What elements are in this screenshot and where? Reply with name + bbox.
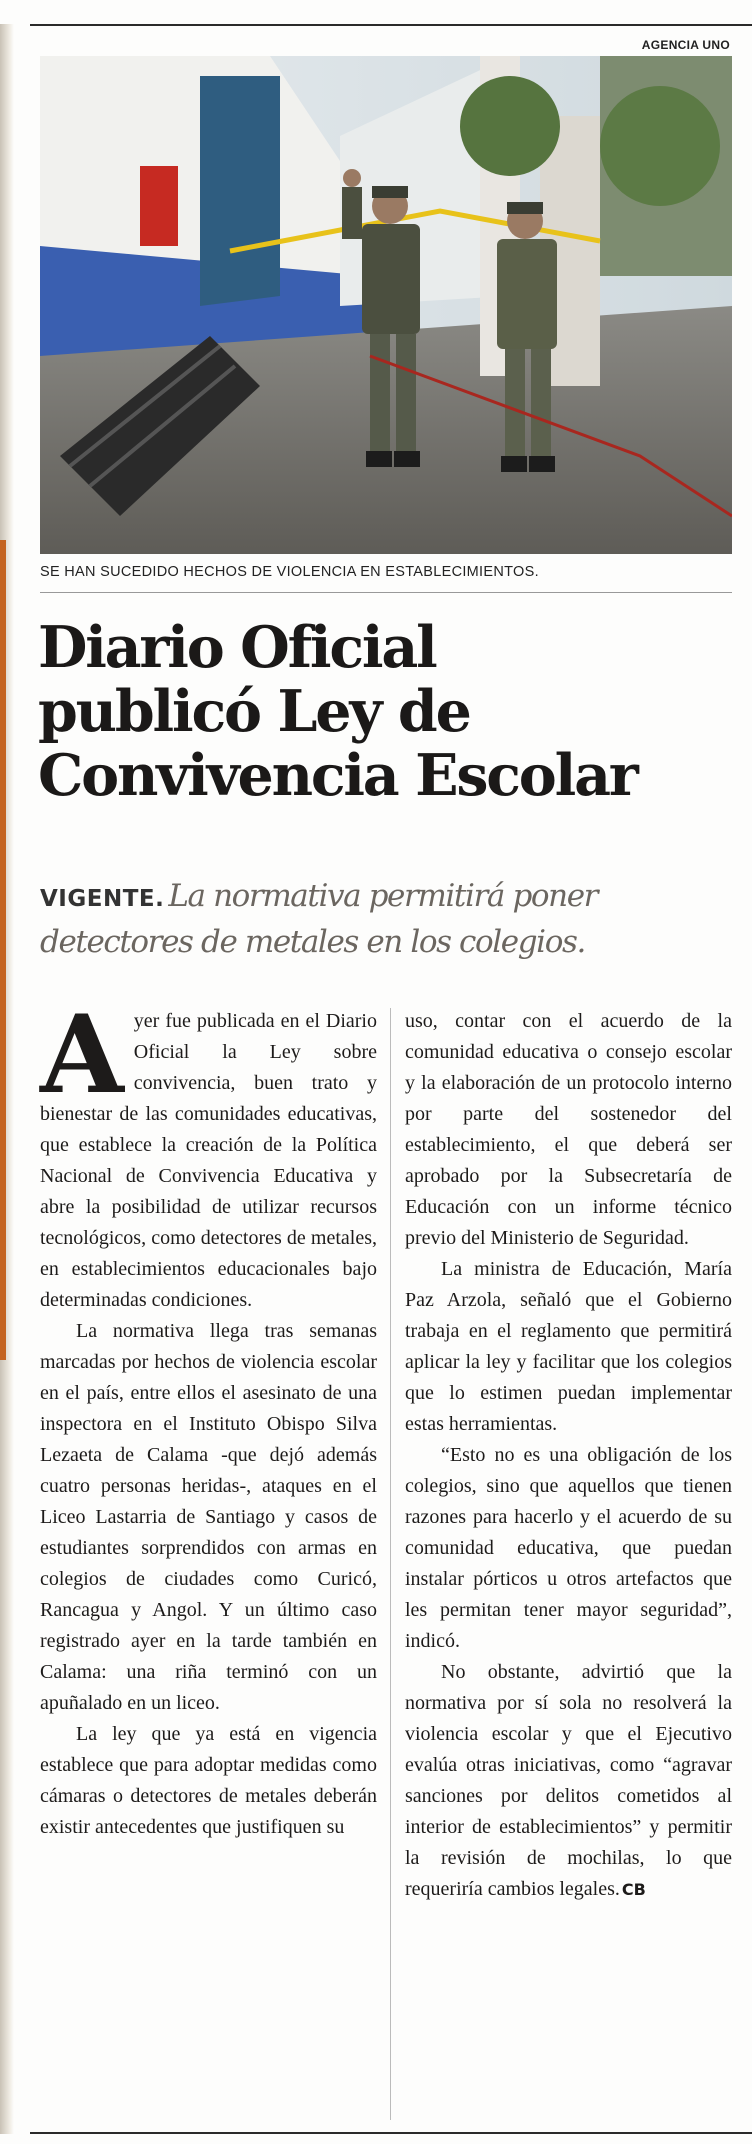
article-paragraph: La ley que ya está en vigencia establece que para adoptar medidas como cámaras o detectores de metales deberán existir antecedentes que justifiquen su bbox=[40, 1723, 377, 1838]
article-column-right bbox=[405, 1006, 732, 1905]
bottom-rule bbox=[30, 2132, 752, 2134]
deck-summary-line: detectores de metales en los colegios. bbox=[40, 924, 585, 960]
column-divider bbox=[390, 1008, 391, 2120]
article-paragraph: “Esto no es una obligación de los colegios, sino que aquellos que tienen razones para hacerlo y el acuerdo de su comunidad educativa, que puedan instalar pórticos u otros artefactos que les permitan tener mayor seguridad”, indicó. bbox=[405, 1444, 732, 1652]
photo-credit: AGENCIA UNO bbox=[641, 38, 730, 52]
article-paragraph: La ministra de Educación, María Paz Arzola, señaló que el Gobierno trabaja en el reglamento que permitirá aplicar la ley y facilitar que los colegios que lo estimen puedan implementar estas herramientas. bbox=[405, 1258, 732, 1435]
headline-line: Diario Oficial bbox=[38, 614, 436, 681]
article-deck bbox=[40, 876, 740, 962]
caption-divider bbox=[40, 592, 732, 593]
headline-line: publicó Ley de bbox=[38, 678, 470, 745]
news-photo bbox=[40, 56, 732, 554]
top-rule bbox=[30, 24, 752, 26]
article-paragraph: La normativa llega tras semanas marcadas por hechos de violencia escolar en el país, entre ellos el asesinato de una inspectora en el Instituto Obispo Silva Lezaeta de Calama -que dejó además cuatro personas heridas-, ataques en el Liceo Lastarria de Santiago y casos de estudiantes sorprendidos con armas en colegios de ciudades como Curicó, Rancagua y Angol. Y un último caso registrado ayer en la tarde también en Calama: una riña terminó con un apuñalado en un liceo. bbox=[40, 1320, 377, 1714]
headline-line: Convivencia Escolar bbox=[38, 742, 637, 809]
paragraph-text: No obstante, advirtió que la normativa por sí sola no resolverá la violencia escolar y que el Ejecutivo evalúa otras iniciativas, como “agravar sanciones por delitos cometidos al interior de establecimientos” y permitir la revisión de mochilas, lo que requeriría cambios legales. bbox=[405, 1661, 732, 1900]
paragraph-text: yer fue publicada en el Diario Oficial la Ley sobre convivencia, buen trato y bienestar de las comunidades educativas, que establece la creación de la Política Nacional de Convivencia Educativa y abre la posibilidad de utilizar recursos tecnológicos, como detectores de metales, en establecimientos educacionales bajo determinadas condiciones. bbox=[40, 1010, 377, 1311]
headline bbox=[38, 616, 738, 808]
photo-caption: SE HAN SUCEDIDO HECHOS DE VIOLENCIA EN ESTABLECIMIENTOS. bbox=[40, 564, 539, 580]
guard-background bbox=[342, 169, 362, 239]
school-corridor-illustration bbox=[40, 56, 732, 554]
drop-cap: A bbox=[40, 992, 124, 1118]
end-mark-icon: CB bbox=[621, 1880, 646, 1899]
article-paragraph bbox=[405, 1657, 732, 1905]
article-paragraph: uso, contar con el acuerdo de la comunidad educativa o consejo escolar y la elaboración de un protocolo interno por parte del sostenedor del establecimiento, el que deberá ser aprobado por la Subsecretaría de Educación con un informe técnico previo del Ministerio de Seguridad. bbox=[405, 1010, 732, 1249]
deck-kicker: VIGENTE. bbox=[40, 886, 165, 912]
deck-summary-line: La normativa permitirá poner bbox=[168, 878, 598, 914]
article-column-left bbox=[40, 992, 377, 1843]
left-color-bar bbox=[0, 540, 6, 1360]
article-paragraph bbox=[40, 992, 377, 1316]
